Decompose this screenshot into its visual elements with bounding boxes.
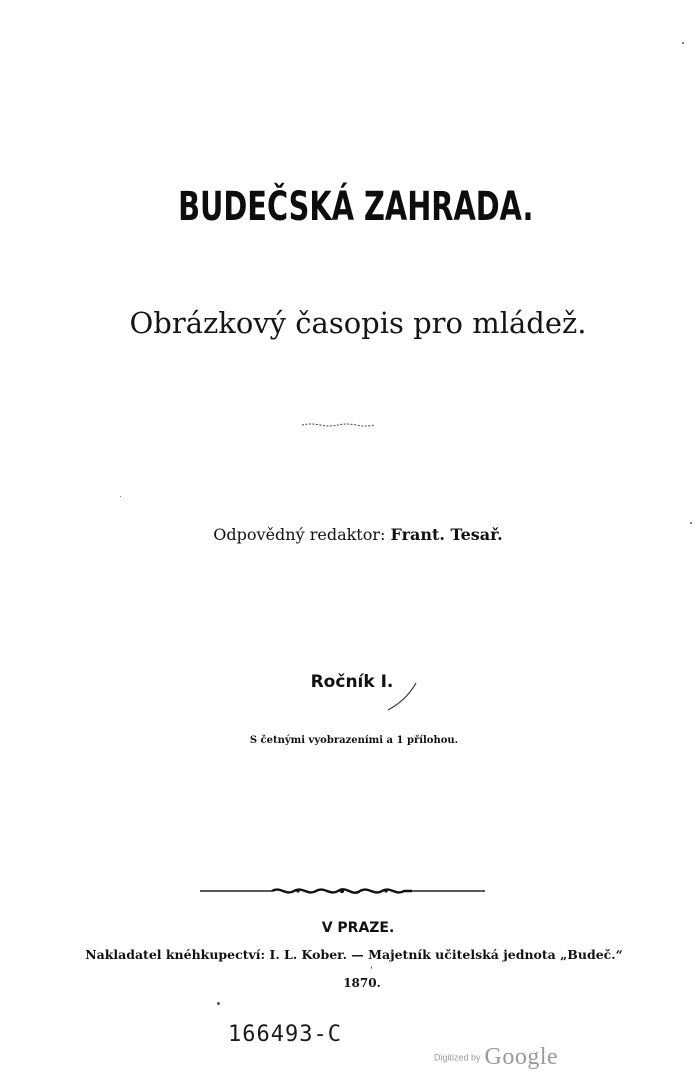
volume-label: Ročník I. xyxy=(310,672,394,692)
google-logo: Google xyxy=(484,1044,559,1070)
page-subtitle: Obrázkový časopis pro mládež. xyxy=(129,306,587,340)
publication-year: 1870. xyxy=(343,976,381,990)
digitized-by-label: Digitized by xyxy=(434,1052,481,1063)
decorative-rule xyxy=(300,422,376,428)
paper-speck xyxy=(371,966,372,969)
paper-speck xyxy=(217,1002,220,1005)
editor-line xyxy=(0,525,700,544)
pen-mark xyxy=(385,680,419,712)
google-watermark xyxy=(434,1044,558,1071)
publisher-line: Nakladatel knéhkupectví: I. L. Kober. — Majetník učitelská jednota „Budeč.“ xyxy=(85,947,623,962)
ornamental-divider xyxy=(200,884,485,898)
editor-name: Frant. Tesař. xyxy=(390,525,503,544)
library-shelfmark: 166493-C xyxy=(228,1022,342,1047)
page-title: BUDEČSKÁ ZAHRADA. xyxy=(178,184,534,230)
paper-speck xyxy=(682,42,684,44)
paper-speck xyxy=(120,496,121,497)
place-of-publication: V PRAZE. xyxy=(321,920,395,936)
editor-label: Odpovědný redaktor: xyxy=(213,525,386,544)
illustrations-note: S četnými vyobrazeními a 1 přílohou. xyxy=(249,735,459,746)
paper-speck xyxy=(690,522,692,524)
